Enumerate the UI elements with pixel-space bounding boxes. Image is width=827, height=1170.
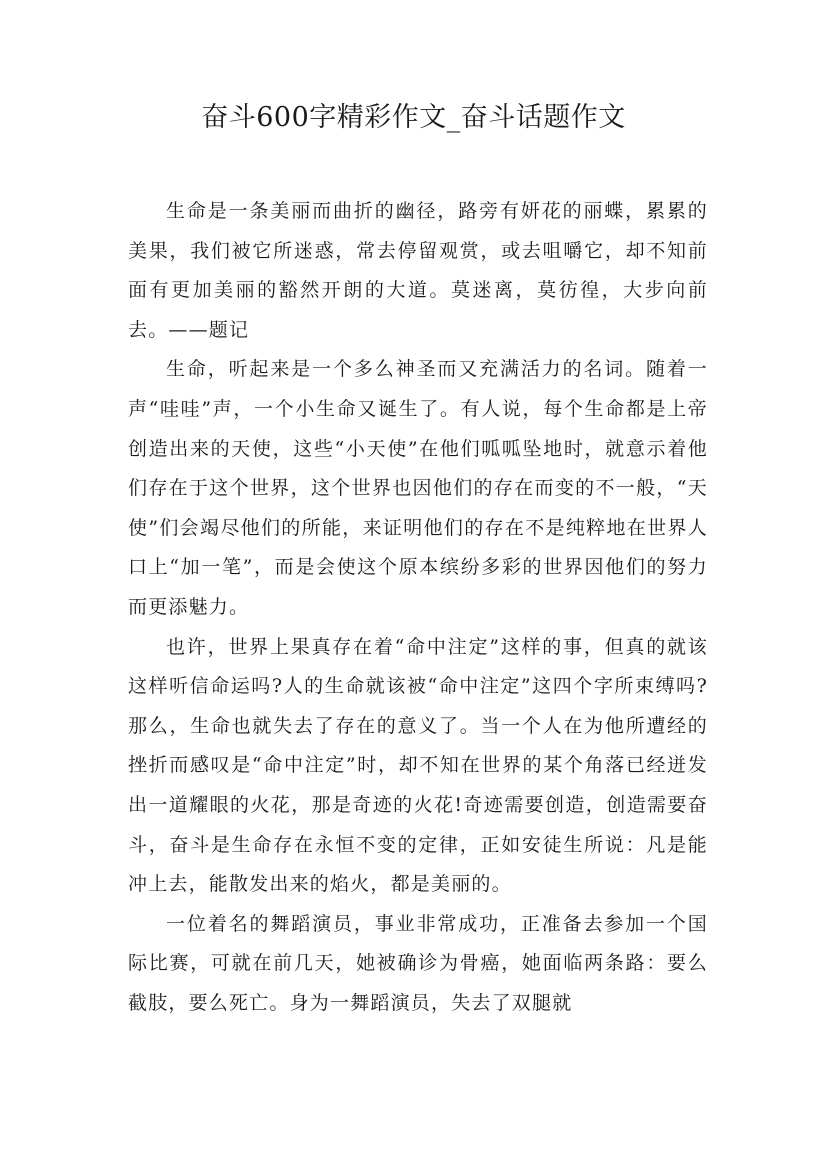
document-body [128,192,708,1023]
paragraph-epigraph: 生命是一条美丽而曲折的幽径，路旁有妍花的丽蝶，累累的美果，我们被它所迷惑，常去停留观赏，或去咀嚼它，却不知前面有更加美丽的豁然开朗的大道。莫迷离，莫彷徨，大步向前去。——题记 [128,200,708,341]
paragraph-dancer: 一位着名的舞蹈演员，事业非常成功，正准备去参加一个国际比赛，可就在前几天，她被确诊为骨癌，她面临两条路：要么截肢，要么死亡。身为一舞蹈演员，失去了双腿就 [128,912,708,1014]
paragraph-destiny: 也许，世界上果真存在着“命中注定”这样的事，但真的就该这样听信命运吗?人的生命就该被“命中注定”这四个字所束缚吗?那么，生命也就失去了存在的意义了。当一个人在为他所遭经的挫折而感叹是“命中注定”时，却不知在世界的某个角落已经迸发出一道耀眼的火花，那是奇迹的火花!奇迹需要创造，创造需要奋斗，奋斗是生命存在永恒不变的定律，正如安徒生所说：凡是能冲上去，能散发出来的焰火，都是美丽的。 [128,635,708,896]
document-title: 奋斗600字精彩作文_奋斗话题作文 [201,102,626,133]
paragraph-life: 生命，听起来是一个多么神圣而又充满活力的名词。随着一声“哇哇”声，一个小生命又诞生了。有人说，每个生命都是上帝创造出来的天使，这些“小天使”在他们呱呱坠地时，就意示着他们存在于这个世界，这个世界也因他们的存在而变的不一般，“天使”们会竭尽他们的所能，来证明他们的存在不是纯粹地在世界人口上“加一笔”，而是会使这个原本缤纷多彩的世界因他们的努力而更添魅力。 [128,358,708,618]
